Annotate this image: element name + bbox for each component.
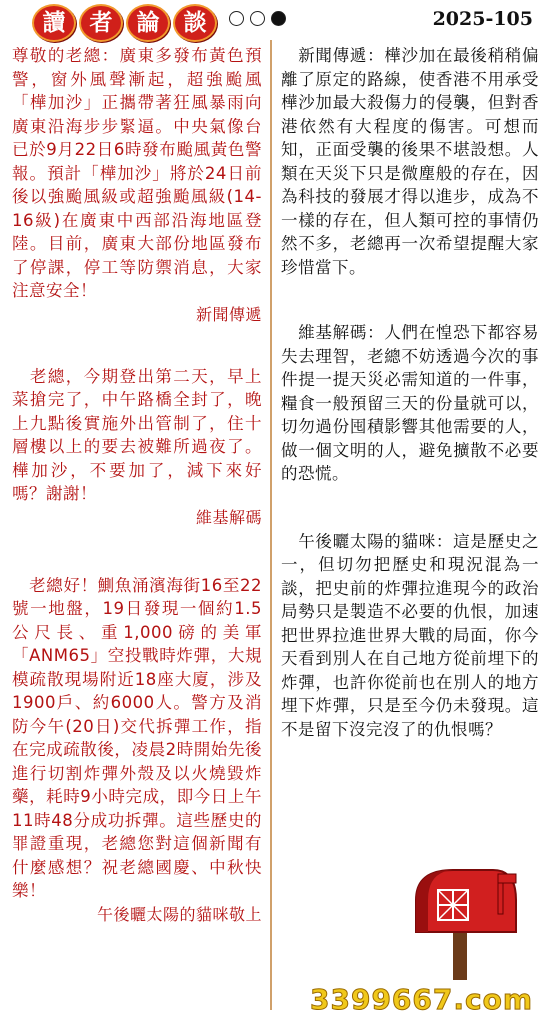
title-char: 論 <box>126 4 170 42</box>
reader-letter <box>12 365 262 530</box>
reply-body: 維基解碼：人們在惶恐下都容易失去理智，老總不妨透過今次的事件提一提天災必需知道的一件事，糧食一般預留三天的份量就可以，切勿過份囤積影響其他需要的人，做一個文明的人，避免擴散不必要的恐慌。 <box>281 323 539 483</box>
circle-icon <box>250 11 265 26</box>
right-column <box>281 44 539 741</box>
letter-signature: 新聞傳遞 <box>195 304 262 324</box>
issue-number: 2025-105 <box>432 8 533 30</box>
editor-reply <box>281 321 539 486</box>
title-char: 讀 <box>32 4 76 42</box>
title-char: 談 <box>173 4 217 42</box>
letter-signature: 午後曬太陽的貓咪敬上 <box>96 904 262 924</box>
editor-reply <box>281 44 539 279</box>
decorative-dots <box>229 11 286 26</box>
reader-letter <box>12 44 262 327</box>
circle-icon <box>229 11 244 26</box>
letter-signature: 維基解碼 <box>195 507 262 527</box>
reply-body: 新聞傳遞：樺沙加在最後稍稍偏離了原定的路線，使香港不用承受樺沙加最大殺傷力的侵襲，但對香港依然有大程度的傷害。可想而知，正面受襲的後果不堪設想。人類在天災下只是微塵般的存在，因為科技的發展才得以進步，成為不一樣的存在，但人類可控的事情仍然不多，老總再一次希望提醒大家珍惜當下。 <box>281 46 539 277</box>
letter-body: 老總，今期登出第二天，早上菜搶完了，中午路橋全封了，晚上九點後實施外出管制了，住十層樓以上的要去被難所過夜了。樺加沙，不要加了，減下來好嗎？謝謝！ <box>12 366 262 503</box>
header <box>0 0 545 40</box>
filled-circle-icon <box>271 11 286 26</box>
letter-body: 老總好！鰂魚涌濱海街16至22號一地盤，19日發現一個約1.5公尺長、重1,000磅的美軍「ANM65」空投戰時炸彈，大規模疏散現場附近18座大廈，涉及1900戶、約6000人。警方及消防今午(20日)交代拆彈工作，指在完成疏散後，凌晨2時開始先後進行切割炸彈外殼及以火燒毀炸藥，耗時9小時完成，即今日上午11時48分成功拆彈。這些歷史的罪證重現，老總您對這個新聞有什麼感想？祝老總國慶、中秋快樂！ <box>12 575 262 900</box>
column-divider <box>270 40 272 1010</box>
left-column <box>12 44 262 927</box>
mailbox-icon <box>398 860 523 980</box>
title-char: 者 <box>79 4 123 42</box>
reply-body: 午後曬太陽的貓咪：這是歷史之一，但切勿把歷史和現況混為一談，把史前的炸彈拉進現今的政治局勢只是製造不必要的仇恨，加速把世界拉進世界大戰的局面，你今天看到別人在自己地方從前埋下的炸彈，也許你從前也在別人的地方埋下炸彈，只是至今仍未發現。這不是留下沒完沒了的仇恨嗎？ <box>281 531 539 739</box>
column-title <box>32 4 217 42</box>
letter-body: 尊敬的老總：廣東多發布黃色預警，窗外風聲漸起，超強颱風「樺加沙」正攜帶著狂風暴雨向廣東沿海步步緊逼。中央氣像台已於9月22日6時發布颱風黃色警報。預計「樺加沙」將於24日前後以強颱風級或超強颱風級(14-16級)在廣東中西部沿海地區登陸。目前，廣東大部份地區發布了停課，停工等防禦消息，大家注意安全！ <box>12 46 262 300</box>
reader-letter <box>12 574 262 927</box>
editor-reply <box>281 530 539 742</box>
site-watermark: 3399667.com <box>310 983 534 1016</box>
